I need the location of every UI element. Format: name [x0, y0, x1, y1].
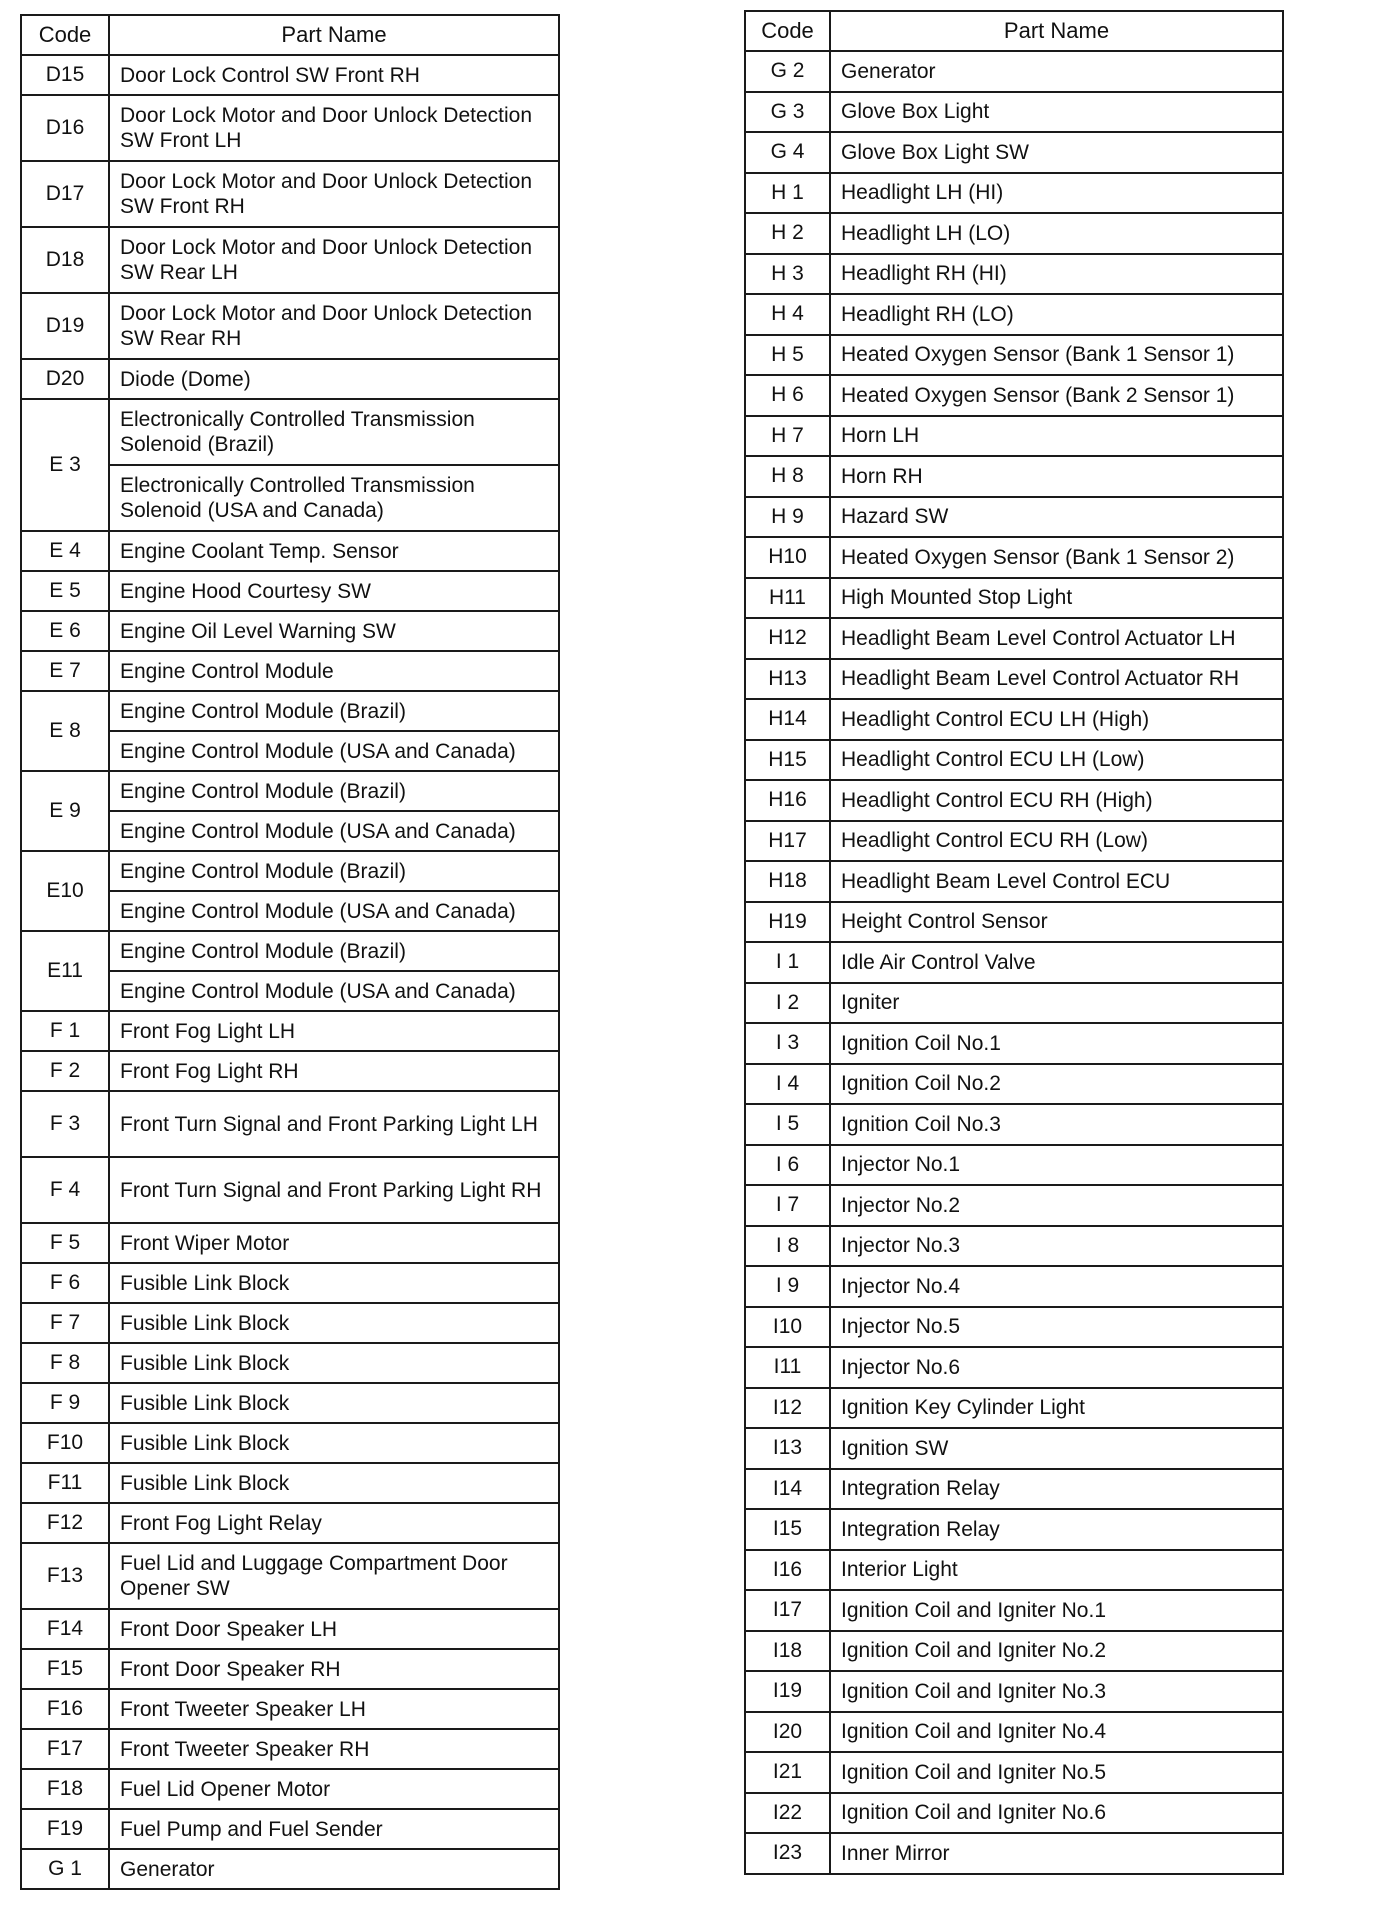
table-row: [745, 1550, 1283, 1591]
code-cell: I17: [745, 1590, 830, 1631]
table-row: [21, 1223, 559, 1263]
table-row: [21, 1051, 559, 1091]
part-name-cell: Engine Oil Level Warning SW: [109, 611, 559, 651]
table-row: [21, 851, 559, 891]
table-row: [745, 659, 1283, 700]
table-row: [745, 1793, 1283, 1834]
part-name-cell: Injector No.3: [830, 1226, 1283, 1267]
part-name-cell: Ignition Coil and Igniter No.1: [830, 1590, 1283, 1631]
part-name-cell: Diode (Dome): [109, 359, 559, 399]
table-row: [745, 1023, 1283, 1064]
code-cell: H 1: [745, 173, 830, 214]
part-name-cell: Front Fog Light LH: [109, 1011, 559, 1051]
table-row: [21, 1543, 559, 1609]
table-row: [745, 1712, 1283, 1753]
part-name-cell: Front Wiper Motor: [109, 1223, 559, 1263]
table-row: [21, 1263, 559, 1303]
part-name-cell: Headlight Control ECU RH (Low): [830, 821, 1283, 862]
part-name-cell: Headlight RH (HI): [830, 254, 1283, 295]
part-name-cell: Headlight Control ECU LH (Low): [830, 740, 1283, 781]
part-name-cell: Ignition Coil No.2: [830, 1064, 1283, 1105]
code-cell: H 5: [745, 335, 830, 376]
table-row: [21, 293, 559, 359]
table-row: [21, 359, 559, 399]
code-cell: H 2: [745, 213, 830, 254]
code-cell: F17: [21, 1729, 109, 1769]
code-cell: H10: [745, 537, 830, 578]
table-row: [745, 578, 1283, 619]
table-row: [745, 1307, 1283, 1348]
table-row: [21, 1649, 559, 1689]
code-cell: E 8: [21, 691, 109, 771]
part-name-cell: Integration Relay: [830, 1469, 1283, 1510]
code-header: Code: [745, 11, 830, 51]
part-name-cell: Height Control Sensor: [830, 902, 1283, 943]
code-cell: D19: [21, 293, 109, 359]
code-cell: F 1: [21, 1011, 109, 1051]
table-row: [21, 55, 559, 95]
table-row: [745, 1388, 1283, 1429]
code-cell: G 4: [745, 132, 830, 173]
table-row: [21, 1157, 559, 1223]
table-row: [745, 456, 1283, 497]
part-name-cell: Ignition Coil and Igniter No.3: [830, 1671, 1283, 1712]
code-cell: F 7: [21, 1303, 109, 1343]
code-cell: H 8: [745, 456, 830, 497]
table-row: [745, 1469, 1283, 1510]
part-name-cell: Front Tweeter Speaker LH: [109, 1689, 559, 1729]
table-row: [745, 294, 1283, 335]
table-row: [21, 611, 559, 651]
part-name-cell: Injector No.2: [830, 1185, 1283, 1226]
table-row: [745, 1064, 1283, 1105]
table-row: [745, 1752, 1283, 1793]
table-row: [745, 1104, 1283, 1145]
table-row: [21, 651, 559, 691]
table-row: [21, 1609, 559, 1649]
code-cell: F 4: [21, 1157, 109, 1223]
code-cell: G 1: [21, 1849, 109, 1889]
part-name-cell: Ignition Coil and Igniter No.5: [830, 1752, 1283, 1793]
code-cell: F 3: [21, 1091, 109, 1157]
code-cell: I10: [745, 1307, 830, 1348]
part-name-cell: Glove Box Light: [830, 92, 1283, 133]
code-cell: H 3: [745, 254, 830, 295]
table-row: [21, 1729, 559, 1769]
table-row: [745, 213, 1283, 254]
part-name-cell: Front Tweeter Speaker RH: [109, 1729, 559, 1769]
part-name-cell: Igniter: [830, 983, 1283, 1024]
part-name-cell: Injector No.6: [830, 1347, 1283, 1388]
code-cell: F 5: [21, 1223, 109, 1263]
code-cell: I 2: [745, 983, 830, 1024]
table-row: [745, 132, 1283, 173]
table-row: [21, 1343, 559, 1383]
code-cell: H 6: [745, 375, 830, 416]
table-row: [745, 1631, 1283, 1672]
code-cell: D17: [21, 161, 109, 227]
part-name-cell: Headlight Beam Level Control Actuator LH: [830, 618, 1283, 659]
code-cell: I11: [745, 1347, 830, 1388]
code-cell: I 9: [745, 1266, 830, 1307]
part-name-cell: Heated Oxygen Sensor (Bank 1 Sensor 1): [830, 335, 1283, 376]
code-cell: E 4: [21, 531, 109, 571]
table-row: [21, 1463, 559, 1503]
code-cell: H14: [745, 699, 830, 740]
code-cell: E 7: [21, 651, 109, 691]
code-cell: H17: [745, 821, 830, 862]
part-name-cell: Door Lock Motor and Door Unlock Detection SW Front RH: [109, 161, 559, 227]
part-name-cell: Front Fog Light Relay: [109, 1503, 559, 1543]
part-name-cell: Ignition Coil and Igniter No.2: [830, 1631, 1283, 1672]
code-cell: D16: [21, 95, 109, 161]
table-row: [745, 1590, 1283, 1631]
part-name-cell: Glove Box Light SW: [830, 132, 1283, 173]
part-name-cell: Interior Light: [830, 1550, 1283, 1591]
part-name-cell: Engine Control Module (USA and Canada): [109, 811, 559, 851]
table-header-row: [21, 15, 559, 55]
part-name-cell: Front Door Speaker RH: [109, 1649, 559, 1689]
code-cell: H12: [745, 618, 830, 659]
table-row: [745, 1833, 1283, 1874]
code-cell: H 9: [745, 497, 830, 538]
code-cell: I21: [745, 1752, 830, 1793]
part-name-cell: Injector No.4: [830, 1266, 1283, 1307]
part-name-cell: Door Lock Motor and Door Unlock Detection SW Rear LH: [109, 227, 559, 293]
table-body-left: [21, 55, 559, 1889]
table-row: [745, 1226, 1283, 1267]
table-row: [21, 1303, 559, 1343]
table-row: [745, 1671, 1283, 1712]
table-row: [745, 1266, 1283, 1307]
part-name-cell: Engine Control Module: [109, 651, 559, 691]
part-name-cell: Injector No.5: [830, 1307, 1283, 1348]
table-row: [21, 1689, 559, 1729]
part-name-header: Part Name: [830, 11, 1283, 51]
code-cell: I 1: [745, 942, 830, 983]
table-row: [21, 1849, 559, 1889]
code-cell: I12: [745, 1388, 830, 1429]
part-name-cell: Ignition Coil and Igniter No.4: [830, 1712, 1283, 1753]
part-name-cell: Fusible Link Block: [109, 1303, 559, 1343]
code-cell: H 4: [745, 294, 830, 335]
table-row: [745, 537, 1283, 578]
code-cell: F19: [21, 1809, 109, 1849]
table-row: [21, 771, 559, 811]
table-row: [745, 1347, 1283, 1388]
part-name-cell: Front Door Speaker LH: [109, 1609, 559, 1649]
part-name-cell: Engine Coolant Temp. Sensor: [109, 531, 559, 571]
table-row: [745, 375, 1283, 416]
part-name-cell: High Mounted Stop Light: [830, 578, 1283, 619]
part-name-cell: Fusible Link Block: [109, 1263, 559, 1303]
code-cell: I15: [745, 1509, 830, 1550]
part-name-cell: Engine Control Module (USA and Canada): [109, 891, 559, 931]
table-row: [745, 740, 1283, 781]
part-name-cell: Engine Hood Courtesy SW: [109, 571, 559, 611]
code-cell: G 2: [745, 51, 830, 92]
parts-table-left: [20, 14, 560, 1890]
table-row: [21, 399, 559, 465]
part-name-cell: Injector No.1: [830, 1145, 1283, 1186]
table-row: [745, 699, 1283, 740]
table-row: [745, 942, 1283, 983]
table-row: [745, 92, 1283, 133]
code-cell: H15: [745, 740, 830, 781]
part-name-cell: Engine Control Module (Brazil): [109, 931, 559, 971]
code-cell: H18: [745, 861, 830, 902]
parts-table-right: [744, 10, 1284, 1875]
part-name-cell: Heated Oxygen Sensor (Bank 2 Sensor 1): [830, 375, 1283, 416]
code-cell: F12: [21, 1503, 109, 1543]
table-row: [745, 902, 1283, 943]
table-row: [21, 95, 559, 161]
code-cell: I22: [745, 1793, 830, 1834]
table-row: [745, 335, 1283, 376]
code-cell: G 3: [745, 92, 830, 133]
code-cell: E10: [21, 851, 109, 931]
part-name-cell: Electronically Controlled Transmission Solenoid (Brazil): [109, 399, 559, 465]
code-header: Code: [21, 15, 109, 55]
table-row: [745, 254, 1283, 295]
table-row: [745, 821, 1283, 862]
part-name-cell: Engine Control Module (Brazil): [109, 851, 559, 891]
code-cell: H13: [745, 659, 830, 700]
table-row: [21, 1769, 559, 1809]
table-row: [745, 618, 1283, 659]
code-cell: I13: [745, 1428, 830, 1469]
code-cell: I20: [745, 1712, 830, 1753]
code-cell: D20: [21, 359, 109, 399]
part-name-cell: Headlight LH (LO): [830, 213, 1283, 254]
part-name-cell: Ignition Coil No.1: [830, 1023, 1283, 1064]
part-name-cell: Ignition Key Cylinder Light: [830, 1388, 1283, 1429]
part-name-cell: Headlight LH (HI): [830, 173, 1283, 214]
part-name-cell: Front Fog Light RH: [109, 1051, 559, 1091]
part-name-cell: Ignition Coil No.3: [830, 1104, 1283, 1145]
code-cell: D18: [21, 227, 109, 293]
part-name-cell: Generator: [109, 1849, 559, 1889]
part-name-cell: Ignition Coil and Igniter No.6: [830, 1793, 1283, 1834]
code-cell: E 5: [21, 571, 109, 611]
part-name-cell: Headlight Beam Level Control ECU: [830, 861, 1283, 902]
part-name-cell: Ignition SW: [830, 1428, 1283, 1469]
code-cell: I 6: [745, 1145, 830, 1186]
part-name-cell: Front Turn Signal and Front Parking Light RH: [109, 1157, 559, 1223]
part-name-cell: Front Turn Signal and Front Parking Light LH: [109, 1091, 559, 1157]
code-cell: I 8: [745, 1226, 830, 1267]
code-cell: D15: [21, 55, 109, 95]
part-name-cell: Door Lock Motor and Door Unlock Detection SW Front LH: [109, 95, 559, 161]
code-cell: H16: [745, 780, 830, 821]
part-name-cell: Fusible Link Block: [109, 1463, 559, 1503]
part-name-header: Part Name: [109, 15, 559, 55]
code-cell: I16: [745, 1550, 830, 1591]
table-row: [745, 1145, 1283, 1186]
code-cell: I14: [745, 1469, 830, 1510]
part-name-cell: Door Lock Control SW Front RH: [109, 55, 559, 95]
code-cell: H11: [745, 578, 830, 619]
code-cell: I 5: [745, 1104, 830, 1145]
part-name-cell: Engine Control Module (Brazil): [109, 691, 559, 731]
part-name-cell: Fusible Link Block: [109, 1423, 559, 1463]
code-cell: F11: [21, 1463, 109, 1503]
part-name-cell: Idle Air Control Valve: [830, 942, 1283, 983]
table-row: [21, 571, 559, 611]
code-cell: E 3: [21, 399, 109, 531]
table-row: [745, 173, 1283, 214]
code-cell: F 6: [21, 1263, 109, 1303]
code-cell: E 6: [21, 611, 109, 651]
code-cell: E11: [21, 931, 109, 1011]
part-name-cell: Headlight Control ECU RH (High): [830, 780, 1283, 821]
part-name-cell: Fusible Link Block: [109, 1343, 559, 1383]
part-name-cell: Inner Mirror: [830, 1833, 1283, 1874]
part-name-cell: Headlight Control ECU LH (High): [830, 699, 1283, 740]
part-name-cell: Fuel Lid Opener Motor: [109, 1769, 559, 1809]
code-cell: F16: [21, 1689, 109, 1729]
table-row: [21, 691, 559, 731]
table-row: [21, 161, 559, 227]
code-cell: E 9: [21, 771, 109, 851]
code-cell: F13: [21, 1543, 109, 1609]
code-cell: H 7: [745, 416, 830, 457]
table-row: [745, 983, 1283, 1024]
code-cell: I18: [745, 1631, 830, 1672]
code-cell: F 9: [21, 1383, 109, 1423]
code-cell: F15: [21, 1649, 109, 1689]
table-row: [21, 931, 559, 971]
table-row: [745, 416, 1283, 457]
table-row: [745, 1428, 1283, 1469]
code-cell: F10: [21, 1423, 109, 1463]
part-name-cell: Fuel Lid and Luggage Compartment Door Opener SW: [109, 1543, 559, 1609]
table-row: [21, 1383, 559, 1423]
part-name-cell: Fusible Link Block: [109, 1383, 559, 1423]
table-row: [21, 1091, 559, 1157]
part-name-cell: Headlight RH (LO): [830, 294, 1283, 335]
table-body-right: [745, 51, 1283, 1874]
code-cell: I 3: [745, 1023, 830, 1064]
part-name-cell: Electronically Controlled Transmission Solenoid (USA and Canada): [109, 465, 559, 531]
table-row: [745, 497, 1283, 538]
part-name-cell: Engine Control Module (USA and Canada): [109, 731, 559, 771]
part-name-cell: Integration Relay: [830, 1509, 1283, 1550]
code-cell: I23: [745, 1833, 830, 1874]
code-cell: H19: [745, 902, 830, 943]
code-cell: F 2: [21, 1051, 109, 1091]
part-name-cell: Door Lock Motor and Door Unlock Detection SW Rear RH: [109, 293, 559, 359]
part-name-cell: Headlight Beam Level Control Actuator RH: [830, 659, 1283, 700]
part-name-cell: Fuel Pump and Fuel Sender: [109, 1809, 559, 1849]
code-cell: F14: [21, 1609, 109, 1649]
table-row: [745, 1509, 1283, 1550]
code-cell: I 4: [745, 1064, 830, 1105]
part-name-cell: Heated Oxygen Sensor (Bank 1 Sensor 2): [830, 537, 1283, 578]
code-cell: F 8: [21, 1343, 109, 1383]
table-row: [745, 1185, 1283, 1226]
table-row: [21, 1809, 559, 1849]
part-name-cell: Horn RH: [830, 456, 1283, 497]
table-row: [21, 531, 559, 571]
table-row: [21, 227, 559, 293]
table-row: [21, 1423, 559, 1463]
table-row: [745, 861, 1283, 902]
part-name-cell: Engine Control Module (USA and Canada): [109, 971, 559, 1011]
table-row: [745, 780, 1283, 821]
part-name-cell: Horn LH: [830, 416, 1283, 457]
part-name-cell: Hazard SW: [830, 497, 1283, 538]
part-name-cell: Generator: [830, 51, 1283, 92]
table-header-row: [745, 11, 1283, 51]
code-cell: I 7: [745, 1185, 830, 1226]
table-row: [745, 51, 1283, 92]
code-cell: I19: [745, 1671, 830, 1712]
part-name-cell: Engine Control Module (Brazil): [109, 771, 559, 811]
table-row: [21, 1011, 559, 1051]
table-row: [21, 1503, 559, 1543]
code-cell: F18: [21, 1769, 109, 1809]
